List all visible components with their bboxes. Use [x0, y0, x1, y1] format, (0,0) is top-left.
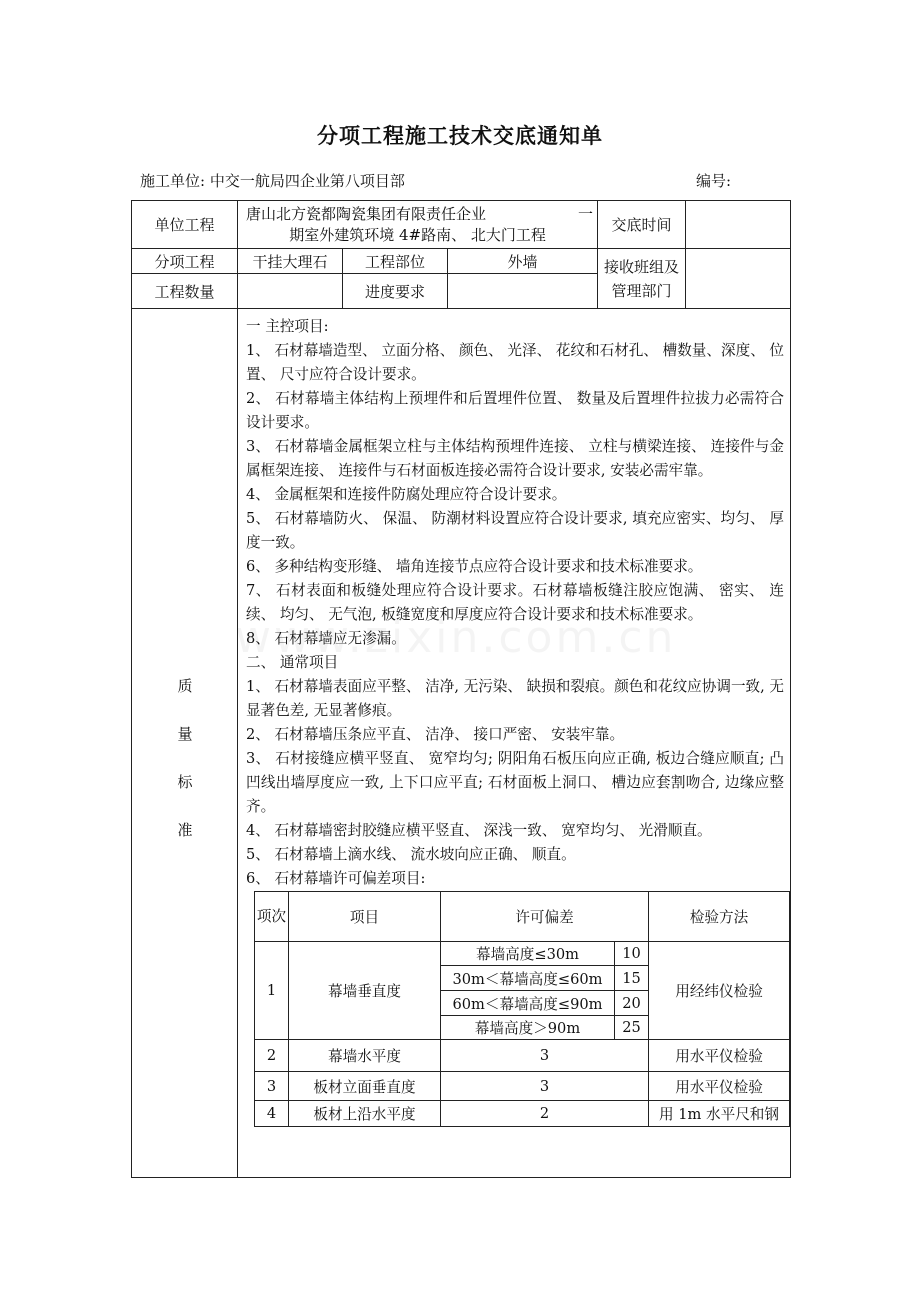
location-value: 外墙	[448, 249, 598, 274]
sub-project-label: 分项工程	[132, 249, 238, 274]
deviation-row-method: 用经纬仪检验	[649, 942, 790, 1040]
deviation-header-method: 检验方法	[649, 892, 790, 942]
deviation-value: 10	[615, 942, 649, 966]
unit-project-label: 单位工程	[132, 201, 238, 249]
handover-time-label: 交底时间	[598, 201, 686, 249]
deviation-header-no: 项次	[255, 892, 289, 942]
deviation-row-value: 3	[441, 1072, 649, 1101]
deviation-row-item: 幕墙水平度	[289, 1040, 441, 1072]
quality-label-char: 质	[177, 677, 193, 695]
main-item: 6、 多种结构变形缝、 墙角连接节点应符合设计要求和技术标准要求。	[246, 558, 703, 575]
deviation-row-no: 4	[255, 1101, 289, 1127]
deviation-value: 20	[615, 991, 649, 1016]
deviation-condition: 幕墙高度＞90m	[441, 1016, 615, 1040]
deviation-header-item: 项目	[289, 892, 441, 942]
general-item: 6、 石材幕墙许可偏差项目:	[246, 870, 426, 887]
serial-number-label: 编号:	[696, 172, 732, 190]
section-heading-main: 一 主控项目:	[246, 318, 329, 335]
quality-standard-content	[238, 309, 791, 1178]
section-heading-general: 二、 通常项目	[246, 654, 339, 671]
quality-label-char: 量	[177, 725, 193, 743]
deviation-row-no: 1	[255, 942, 289, 1040]
deviation-table	[254, 891, 790, 1127]
general-item: 3、 石材接缝应横平竖直、 宽窄均匀; 阴阳角石板压向应正确, 板边合缝应顺直; 凸凹线出墙厚度应一致, 上下口应平直; 石材面板上洞口、 槽边应套割吻合, 边缘应整齐。	[246, 750, 785, 815]
quality-standard-label	[132, 309, 238, 1178]
deviation-row-value: 2	[441, 1101, 649, 1127]
deviation-header-tolerance: 许可偏差	[441, 892, 649, 942]
handover-time-value	[686, 201, 791, 249]
location-label: 工程部位	[343, 249, 448, 274]
quantity-value	[238, 274, 343, 309]
receiving-team-value	[686, 249, 791, 309]
main-item: 4、 金属框架和连接件防腐处理应符合设计要求。	[246, 486, 567, 503]
progress-value	[448, 274, 598, 309]
main-item: 5、 石材幕墙防火、 保温、 防潮材料设置应符合设计要求, 填充应密实、均匀、 厚度一致。	[246, 510, 785, 551]
progress-label: 进度要求	[343, 274, 448, 309]
main-item: 1、 石材幕墙造型、 立面分格、 颜色、 光泽、 花纹和石材孔、 槽数量、深度、 位置、 尺寸应符合设计要求。	[246, 342, 785, 383]
deviation-row-method: 用水平仪检验	[649, 1040, 790, 1072]
unit-project-line1: 唐山北方瓷都陶瓷集团有限责任企业	[246, 204, 487, 223]
deviation-row-item: 板材上沿水平度	[289, 1101, 441, 1127]
receiving-team-label: 接收班组及管理部门	[598, 249, 686, 309]
deviation-condition: 30m＜幕墙高度≤60m	[441, 966, 615, 991]
deviation-row-no: 3	[255, 1072, 289, 1101]
main-item: 3、 石材幕墙金属框架立柱与主体结构预埋件连接、 立柱与横梁连接、 连接件与金属框架连接、 连接件与石材面板连接必需符合设计要求, 安装必需牢靠。	[246, 438, 785, 479]
deviation-row-method: 用 1m 水平尺和钢	[649, 1101, 790, 1127]
general-item: 1、 石材幕墙表面应平整、 洁净, 无污染、 缺损和裂痕。颜色和花纹应协调一致, 无显著色差, 无显著修痕。	[246, 678, 785, 719]
deviation-value: 15	[615, 966, 649, 991]
handover-form-table	[131, 200, 791, 1178]
construction-unit: 施工单位: 中交一航局四企业第八项目部	[140, 172, 405, 190]
general-item: 5、 石材幕墙上滴水线、 流水坡向应正确、 顺直。	[246, 846, 576, 863]
deviation-row-method: 用水平仪检验	[649, 1072, 790, 1101]
document-title: 分项工程施工技术交底通知单	[317, 123, 603, 148]
quality-label-char: 准	[177, 821, 193, 839]
deviation-row-value: 3	[441, 1040, 649, 1072]
unit-project-value	[238, 201, 598, 249]
main-item: 2、 石材幕墙主体结构上预埋件和后置埋件位置、 数量及后置埋件拉拔力必需符合设计要求。	[246, 390, 785, 431]
main-item: 7、 石材表面和板缝处理应符合设计要求。石材幕墙板缝注胶应饱满、 密实、 连续、 均匀、 无气泡, 板缝宽度和厚度应符合设计要求和技术标准要求。	[246, 582, 785, 623]
deviation-row-item: 板材立面垂直度	[289, 1072, 441, 1101]
unit-project-dash: 一	[578, 204, 594, 223]
main-item: 8、 石材幕墙应无渗漏。	[246, 630, 406, 647]
unit-project-line2: 期室外建筑环境 4#路南、 北大门工程	[289, 225, 546, 244]
general-item: 2、 石材幕墙压条应平直、 洁净、 接口严密、 安装牢靠。	[246, 726, 625, 743]
deviation-row-no: 2	[255, 1040, 289, 1072]
deviation-condition: 幕墙高度≤30m	[441, 942, 615, 966]
sub-project-value: 干挂大理石	[238, 249, 343, 274]
quantity-label: 工程数量	[132, 274, 238, 309]
quality-label-char: 标	[177, 773, 193, 791]
general-item: 4、 石材幕墙密封胶缝应横平竖直、 深浅一致、 宽窄均匀、 光滑顺直。	[246, 822, 712, 839]
deviation-row-item: 幕墙垂直度	[289, 942, 441, 1040]
deviation-value: 25	[615, 1016, 649, 1040]
deviation-condition: 60m＜幕墙高度≤90m	[441, 991, 615, 1016]
